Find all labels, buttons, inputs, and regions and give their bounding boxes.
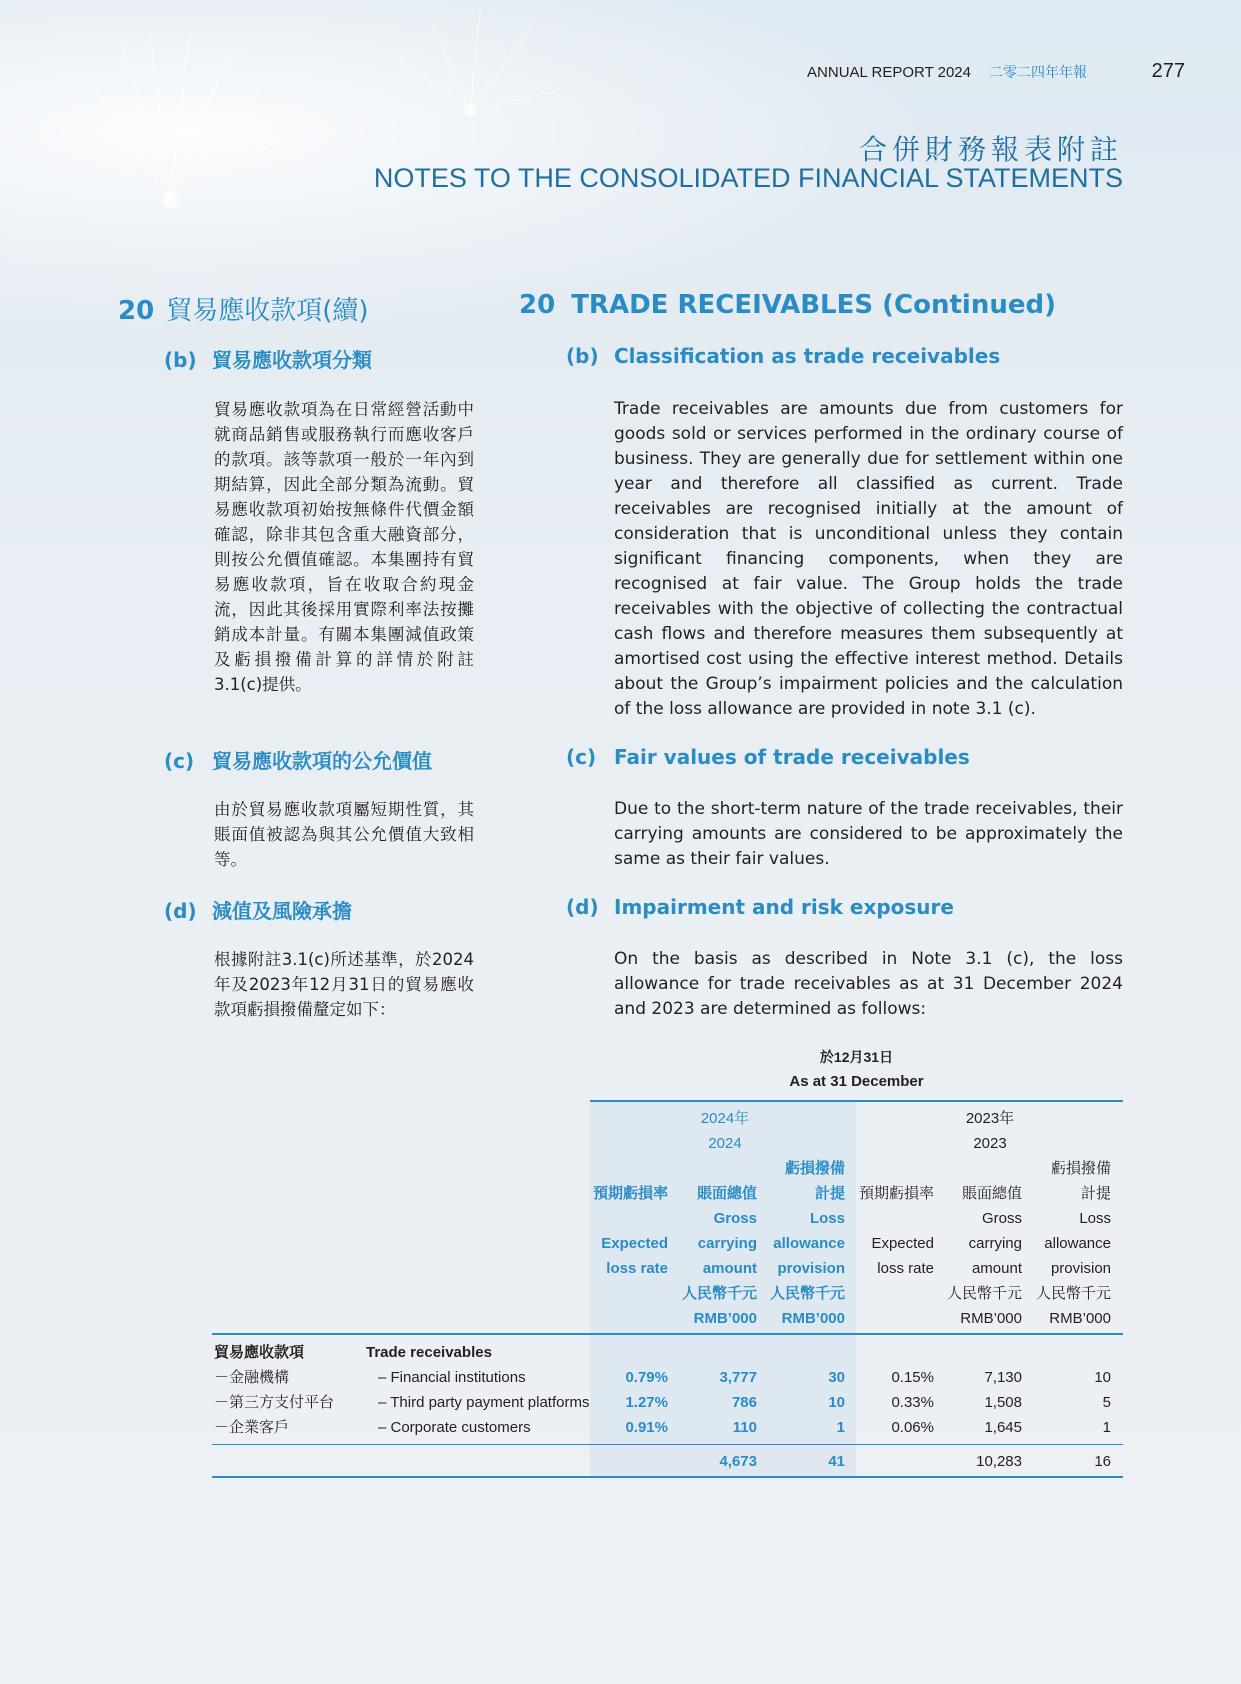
subsection-label: (b) xyxy=(164,348,197,372)
header-expected-loss-rate-2023 xyxy=(856,1181,934,1281)
subsection-label: (d) xyxy=(566,895,599,919)
table-subtotal-rule xyxy=(212,1444,1123,1445)
subsection-d-heading-en xyxy=(566,895,954,919)
subsection-label: (c) xyxy=(164,749,195,773)
row-label-cn: －第三方支付平台 xyxy=(214,1394,335,1411)
subsection-title-cn: 減值及風險承擔 xyxy=(212,899,352,923)
cell-rate-2024: 0.91% xyxy=(625,1419,668,1436)
section-heading-cn xyxy=(118,290,368,327)
header-cn: 賬面總值 xyxy=(961,1185,1022,1202)
subsection-d-body-cn: 根據附註3.1(c)所述基準，於2024年及2023年12月31日的貿易應收款項虧損撥備釐定如下： xyxy=(214,950,474,1019)
unit-en: RMB’000 xyxy=(693,1310,757,1327)
unit-cn: 人民幣千元 xyxy=(946,1285,1022,1302)
cell-rate-2024: 1.27% xyxy=(625,1394,668,1411)
subsection-b-heading-en xyxy=(566,344,1000,368)
total-loss-2023: 16 xyxy=(1094,1453,1111,1470)
section-number: 20 xyxy=(118,296,155,326)
cell-rate-2023: 0.06% xyxy=(891,1419,934,1436)
header-cn: 預期虧損率 xyxy=(858,1185,934,1202)
unit-cn: 人民幣千元 xyxy=(1035,1285,1111,1302)
header-en: provision xyxy=(1050,1260,1111,1277)
header-loss-allowance-2023 xyxy=(1033,1156,1111,1331)
cell-rate-2023: 0.33% xyxy=(891,1394,934,1411)
header-en: allowance xyxy=(773,1235,845,1252)
year-2024-cn: 2024年 xyxy=(700,1110,750,1127)
header-cn: 計提 xyxy=(1080,1185,1111,1202)
total-gross-2023: 10,283 xyxy=(976,1453,1022,1470)
cell-loss-2023: 10 xyxy=(1094,1369,1111,1386)
subsection-label: (d) xyxy=(164,899,197,923)
year-2024-header xyxy=(680,1106,770,1156)
subsection-d-heading-cn xyxy=(164,895,352,924)
cell-gross-2024: 3,777 xyxy=(719,1369,757,1386)
header-en: amount xyxy=(702,1260,757,1277)
page-title-cn: 合併財務報表附註 xyxy=(858,133,1123,166)
unit-cn: 人民幣千元 xyxy=(681,1285,757,1302)
group-label-cn: 貿易應收款項 xyxy=(214,1344,305,1361)
year-2023-cn: 2023年 xyxy=(965,1110,1015,1127)
row-label-cn: －企業客戶 xyxy=(214,1419,290,1436)
subsection-label: (c) xyxy=(566,745,597,769)
year-2023-header xyxy=(945,1106,1035,1156)
header-en: Loss xyxy=(1079,1210,1111,1227)
subsection-title-cn: 貿易應收款項分類 xyxy=(212,348,372,372)
subsection-d-body-en: On the basis as described in Note 3.1 (c), the loss allowance for trade receivables as at 31 December 2024 and 2023 are determined as follows: xyxy=(614,949,1123,1019)
page-number: 277 xyxy=(1151,60,1185,82)
header-en: carrying xyxy=(968,1235,1022,1252)
row-label-en: – Corporate customers xyxy=(378,1419,531,1436)
cell-rate-2023: 0.15% xyxy=(891,1369,934,1386)
header-en: allowance xyxy=(1044,1235,1111,1252)
section-number-en: 20 xyxy=(519,290,556,320)
unit-en: RMB’000 xyxy=(1049,1310,1111,1327)
header-en: loss rate xyxy=(606,1260,668,1277)
total-loss-2024: 41 xyxy=(828,1453,845,1470)
row-label-en: – Third party payment platforms xyxy=(378,1394,590,1411)
header-cn: 虧損撥備 xyxy=(1050,1160,1111,1177)
header-cn: 賬面總值 xyxy=(696,1185,757,1202)
cell-gross-2023: 1,508 xyxy=(984,1394,1022,1411)
header-gross-carrying-2023 xyxy=(945,1181,1022,1331)
table-heading-en: As at 31 December xyxy=(789,1073,924,1090)
subsection-b-heading-cn xyxy=(164,344,372,373)
page-title-en: NOTES TO THE CONSOLIDATED FINANCIAL STATEMENTS xyxy=(373,163,1123,193)
subsection-c-heading-en xyxy=(566,745,970,769)
header-expected-loss-rate-2024 xyxy=(590,1181,668,1281)
cell-rate-2024: 0.79% xyxy=(625,1369,668,1386)
header-en: Expected xyxy=(871,1235,934,1252)
unit-en: RMB’000 xyxy=(781,1310,845,1327)
subsection-title-cn: 貿易應收款項的公允價值 xyxy=(212,749,432,773)
header-en: Expected xyxy=(601,1235,668,1252)
year-2024-en: 2024 xyxy=(708,1135,742,1152)
subsection-c-body-cn: 由於貿易應收款項屬短期性質，其賬面值被認為與其公允價值大致相等。 xyxy=(214,800,474,869)
subsection-label: (b) xyxy=(566,344,599,368)
subsection-title-en: Fair values of trade receivables xyxy=(614,745,970,769)
cell-loss-2023: 1 xyxy=(1102,1419,1111,1436)
cell-gross-2024: 110 xyxy=(732,1419,757,1436)
subsection-b-body-en: Trade receivables are amounts due from customers for goods sold or services performed in the ordinary course of business. They are generally due for settlement within one year and therefore all classified as current. Trade receivables are recognised initially at the amount of consideration that is unconditional unless they contain significant financing components, when they are recognised at fair value. The Group holds the trade receivables with the objective of collecting the contractual cash flows and therefore measures them subsequently at amortised cost using the effective interest method. Details about the Group’s impairment policies and the calculation of the loss allowance are provided in note 3.1 (c). xyxy=(614,399,1123,719)
cell-loss-2024: 10 xyxy=(828,1394,845,1411)
report-title-cn: 二零二四年年報 xyxy=(989,64,1087,80)
subsection-b-body-cn: 貿易應收款項為在日常經營活動中就商品銷售或服務執行而應收客戶的款項。該等款項一般於一年內到期結算，因此全部分類為流動。貿易應收款項初始按無條件代價金額確認，除非其包含重大融資部分，則按公允價值確認。本集團持有貿易應收款項，旨在收取合約現金流，因此其後採用實際利率法按攤銷成本計量。有關本集團減值政策及虧損撥備計算的詳情於附註3.1(c)提供。 xyxy=(214,400,474,694)
subsection-c-heading-cn xyxy=(164,745,432,774)
header-en: amount xyxy=(971,1260,1022,1277)
header-loss-allowance-2024 xyxy=(768,1156,845,1331)
header-en: carrying xyxy=(697,1235,757,1252)
row-label-cn: －金融機構 xyxy=(214,1369,290,1386)
header-en: Gross xyxy=(713,1210,757,1227)
cell-gross-2023: 7,130 xyxy=(984,1369,1022,1386)
subsection-title-en: Classification as trade receivables xyxy=(614,344,1001,368)
section-heading-en xyxy=(519,290,1056,320)
cell-loss-2024: 30 xyxy=(828,1369,845,1386)
header-cn: 預期虧損率 xyxy=(592,1185,668,1202)
header-cn: 計提 xyxy=(814,1185,845,1202)
total-gross-2024: 4,673 xyxy=(719,1453,757,1470)
cell-loss-2024: 1 xyxy=(836,1419,845,1436)
year-2023-en: 2023 xyxy=(973,1135,1007,1152)
subsection-c-body-en: Due to the short-term nature of the trade receivables, their carrying amounts are considered to be approximately the same as their fair values. xyxy=(614,799,1123,869)
table-bottom-rule xyxy=(212,1476,1123,1478)
header-cn: 虧損撥備 xyxy=(784,1160,845,1177)
table-top-rule xyxy=(590,1100,1123,1102)
unit-cn: 人民幣千元 xyxy=(769,1285,845,1302)
header-en: Gross xyxy=(981,1210,1022,1227)
cell-gross-2023: 1,645 xyxy=(984,1419,1022,1436)
header-gross-carrying-2024 xyxy=(680,1181,757,1331)
report-header xyxy=(807,62,1087,82)
table-header-rule xyxy=(212,1333,1123,1335)
table-heading-cn: 於12月31日 xyxy=(819,1049,894,1065)
unit-en: RMB’000 xyxy=(960,1310,1022,1327)
header-en: Loss xyxy=(809,1210,845,1227)
header-en: provision xyxy=(777,1260,845,1277)
row-label-en: – Financial institutions xyxy=(378,1369,526,1386)
section-title-cn: 貿易應收款項(續) xyxy=(166,296,369,326)
cell-gross-2024: 786 xyxy=(731,1394,757,1411)
header-en: loss rate xyxy=(877,1260,934,1277)
section-title-en: TRADE RECEIVABLES (Continued) xyxy=(571,290,1056,320)
subsection-title-en: Impairment and risk exposure xyxy=(614,895,954,919)
report-title-en: ANNUAL REPORT 2024 xyxy=(807,64,971,81)
cell-loss-2023: 5 xyxy=(1102,1394,1111,1411)
group-label-en: Trade receivables xyxy=(366,1344,492,1361)
